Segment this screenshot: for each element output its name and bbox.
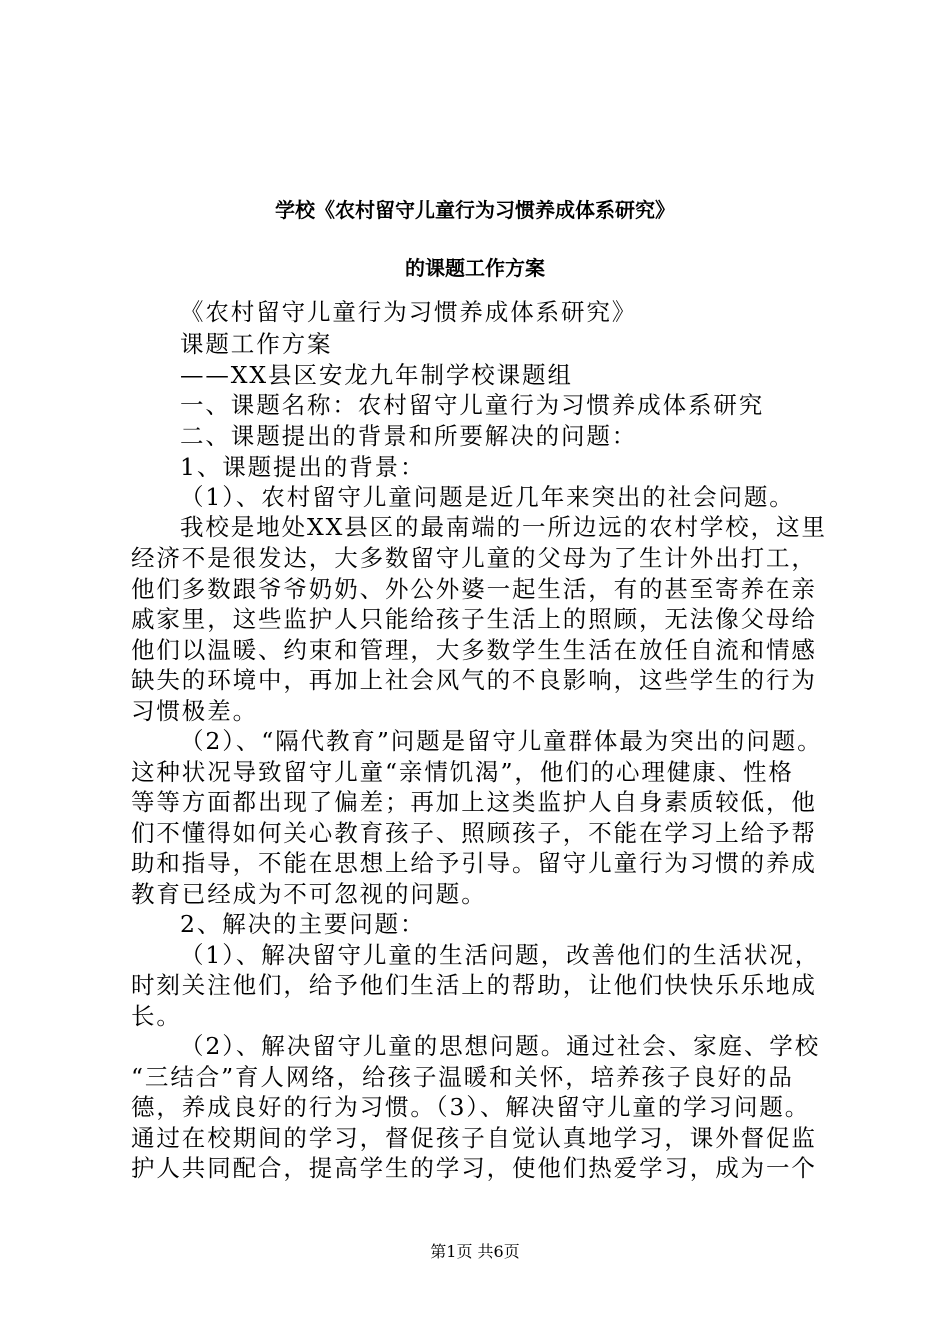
paragraph-line: 他们多数跟爷爷奶奶、外公外婆一起生活，有的甚至寄养在亲: [131, 575, 817, 603]
paragraph-line: 经济不是很发达，大多数留守儿童的父母为了生计外出打工，: [131, 544, 817, 572]
paragraph-line: 这种状况导致留守儿童“亲情饥渴”，他们的心理健康、性格: [131, 758, 794, 786]
subtitle-line: 《农村留守儿童行为习惯养成体系研究》: [180, 298, 638, 326]
page-footer: 第1页 共6页: [430, 1242, 520, 1261]
paragraph-line: 长。: [131, 1002, 182, 1030]
subtitle-line: 课题工作方案: [180, 330, 333, 358]
subsection-heading: 2、解决的主要问题：: [180, 910, 426, 938]
section-heading: 二、课题提出的背景和所要解决的问题：: [180, 422, 638, 450]
paragraph-line: 助和指导，不能在思想上给予引导。留守儿童行为习惯的养成: [131, 849, 817, 877]
paragraph-line: 时刻关注他们，给予他们生活上的帮助，让他们快快乐乐地成: [131, 971, 817, 999]
paragraph-line: 通过在校期间的学习，督促孩子自觉认真地学习，课外督促监: [131, 1124, 817, 1152]
paragraph-line: 戚家里，这些监护人只能给孩子生活上的照顾，无法像父母给: [131, 605, 817, 633]
paragraph-line: 们不懂得如何关心教育孩子、照顾孩子，不能在学习上给予帮: [131, 819, 817, 847]
subsection-heading: 1、课题提出的背景：: [180, 453, 426, 481]
paragraph-line: 等等方面都出现了偏差；再加上这类监护人自身素质较低，他: [131, 788, 817, 816]
paragraph-line: 习惯极差。: [131, 697, 258, 725]
section-heading: 一、课题名称：农村留守儿童行为习惯养成体系研究: [180, 391, 765, 419]
paragraph-line: 德，养成良好的行为习惯。（3）、解决留守儿童的学习问题。: [131, 1093, 811, 1121]
paragraph-line: （1）、农村留守儿童问题是近几年来突出的社会问题。: [180, 483, 795, 511]
paragraph-line: （2）、“隔代教育”问题是留守儿童群体最为突出的问题。: [180, 727, 823, 755]
paragraph-line: “三结合”育人网络，给孩子温暖和关怀，培养孩子良好的品: [131, 1063, 794, 1091]
author-line: ——XX县区安龙九年制学校课题组: [180, 361, 573, 389]
paragraph-line: 教育已经成为不可忽视的问题。: [131, 880, 487, 908]
paragraph-line: 他们以温暖、约束和管理，大多数学生生活在放任自流和情感: [131, 636, 817, 664]
paragraph-line: 我校是地处XX县区的最南端的一所边远的农村学校，这里: [180, 513, 827, 541]
paragraph-line: 护人共同配合，提高学生的学习，使他们热爱学习，成为一个: [131, 1154, 817, 1182]
paragraph-line: （2）、解决留守儿童的思想问题。通过社会、家庭、学校: [180, 1032, 821, 1060]
paragraph-line: （1）、解决留守儿童的生活问题，改善他们的生活状况，: [180, 941, 821, 969]
document-title-line-1: 学校《农村留守儿童行为习惯养成体系研究》: [275, 198, 675, 222]
paragraph-line: 缺失的环境中，再加上社会风气的不良影响，这些学生的行为: [131, 666, 817, 694]
document-title-line-2: 的课题工作方案: [405, 256, 545, 280]
